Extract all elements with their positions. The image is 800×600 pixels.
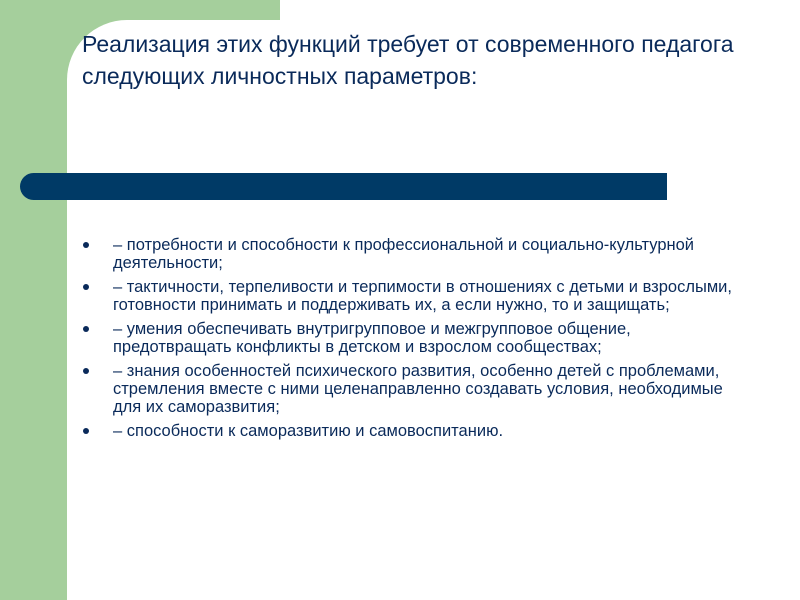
list-item-text: – знания особенностей психического развития, особенно детей с проблемами, стремления вместе с ними целенаправленно создавать условия, необходимые для их саморазвития; bbox=[113, 362, 723, 416]
bullet-icon bbox=[83, 242, 89, 248]
bullet-icon bbox=[83, 326, 89, 332]
list-item bbox=[80, 422, 750, 440]
bullet-icon bbox=[83, 368, 89, 374]
list-item-text: – способности к саморазвитию и самовоспитанию. bbox=[113, 422, 504, 440]
bullet-icon bbox=[83, 428, 89, 434]
bullet-list bbox=[80, 236, 750, 446]
slide-title: Реализация этих функций требует от современного педагога следующих личностных параметров: bbox=[82, 31, 734, 89]
decorative-title-bar bbox=[20, 173, 667, 200]
list-item bbox=[80, 362, 750, 416]
list-item-text: – умения обеспечивать внутригрупповое и межгрупповое общение, предотвращать конфликты в детском и взрослом сообществах; bbox=[113, 320, 631, 356]
list-item bbox=[80, 320, 750, 356]
list-item-text: – тактичности, терпеливости и терпимости в отношениях с детьми и взрослыми, готовности принимать и поддерживать их, а если нужно, то и защищать; bbox=[113, 278, 732, 314]
list-item bbox=[80, 278, 750, 314]
list-item-text: – потребности и способности к профессиональной и социально-культурной деятельности; bbox=[113, 236, 695, 272]
list-item bbox=[80, 236, 750, 272]
bullet-icon bbox=[83, 284, 89, 290]
